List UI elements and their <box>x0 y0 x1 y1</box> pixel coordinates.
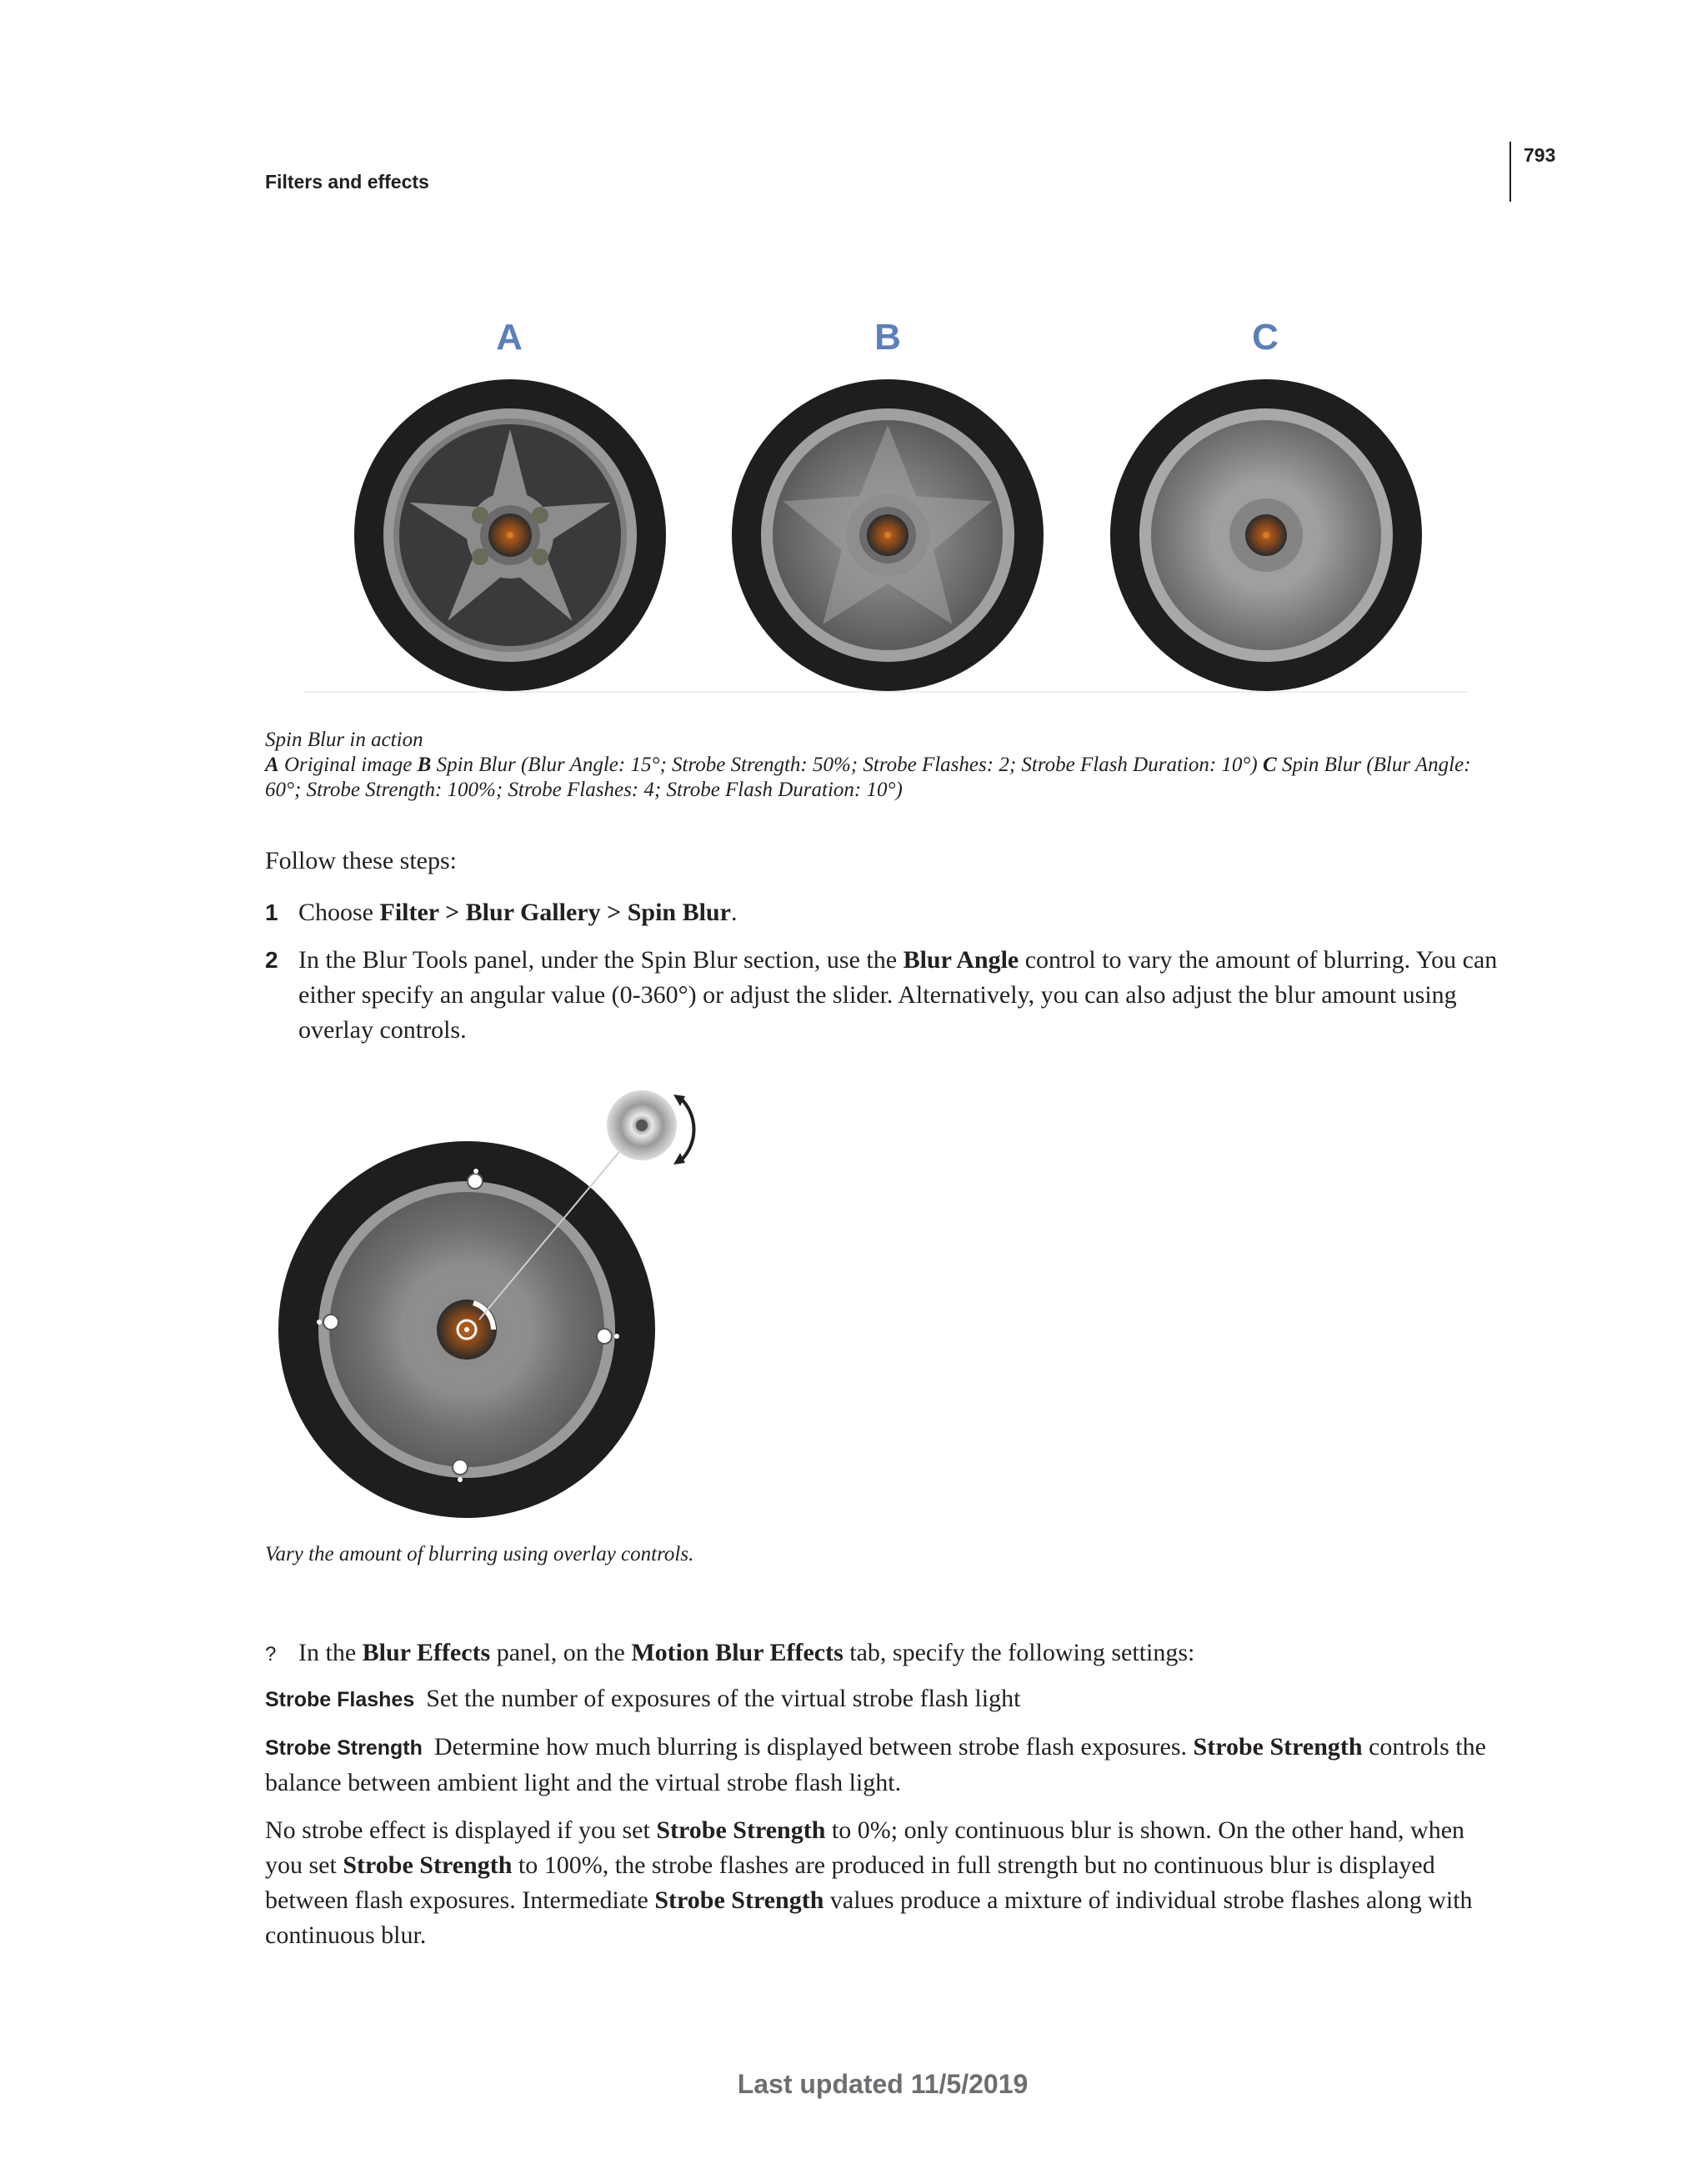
strobe-strength-paragraph <box>265 1813 1499 1953</box>
step-1 <box>265 895 1499 930</box>
page-number: 793 <box>1524 144 1556 166</box>
ellipse-handle-nub <box>458 1477 463 1482</box>
header-divider <box>1509 142 1511 202</box>
ellipse-handle-nub <box>317 1320 322 1325</box>
term-label: Strobe Flashes <box>265 1688 415 1711</box>
step-text <box>298 1635 1499 1671</box>
wheel-spin-blur-15 <box>732 379 1044 691</box>
ellipse-handle-nub <box>614 1334 619 1339</box>
step-text-part: In the Blur Tools panel, under the Spin Blur section, use the <box>298 946 904 974</box>
step-text <box>298 895 1499 930</box>
term-definition: controls the balance between ambient light and the virtual strobe flash light. <box>265 1733 1486 1796</box>
step-number: 1 <box>265 899 278 925</box>
caption-text-a: Original image <box>278 754 418 776</box>
last-updated-footer: Last updated 11/5/2019 <box>737 2069 1029 2099</box>
step-text <box>298 943 1499 1048</box>
term-emphasis: Strobe Strength <box>654 1886 824 1914</box>
intro-paragraph: Follow these steps: <box>265 847 457 874</box>
center-pin-dot <box>464 1327 469 1332</box>
term-strobe-strength <box>265 1730 1499 1801</box>
caption-text-b: Spin Blur (Blur Angle: 15°; Strobe Strength: 50%; Strobe Flashes: 2; Strobe Flash Duration: 10°) <box>431 754 1263 776</box>
tab-name: Motion Blur Effects <box>631 1639 843 1666</box>
wheel-spin-blur-60 <box>1110 379 1422 691</box>
figure-label-c: C <box>1252 317 1279 358</box>
step-3 <box>265 1635 1499 1671</box>
term-definition: Set the number of exposures of the virtual strobe flash light <box>426 1685 1021 1712</box>
step-number: 2 <box>265 947 278 973</box>
step-number: ? <box>265 1643 277 1666</box>
wheel-original-image <box>354 379 666 691</box>
rotate-arrow-icon <box>680 1098 694 1161</box>
control-name: Blur Angle <box>903 946 1019 974</box>
overlay-controls-figure <box>275 1088 708 1521</box>
ellipse-handle-left[interactable] <box>323 1315 338 1330</box>
term-label: Strobe Strength <box>265 1736 423 1760</box>
term-emphasis: Strobe Strength <box>343 1851 513 1879</box>
step-text-part: Choose <box>298 899 380 926</box>
panel-name: Blur Effects <box>362 1639 491 1666</box>
step-text-part: . <box>730 899 738 926</box>
caption-text-c: Spin Blur (Blur Angle: 60°; Strobe Strength: 100%; Strobe Flashes: 4; Strobe Flash Duration: 10°) <box>265 754 1471 801</box>
paragraph-text: No strobe effect is displayed if you set <box>265 1816 657 1844</box>
caption-body <box>265 753 1499 803</box>
figure-baseline <box>303 691 1467 693</box>
ellipse-handle-nub <box>473 1169 478 1174</box>
blur-angle-control[interactable] <box>607 1090 694 1165</box>
step-2 <box>265 943 1499 1048</box>
caption-letter-a: A <box>265 754 279 776</box>
caption-letter-c: C <box>1263 754 1277 776</box>
caption-letter-b: B <box>417 754 432 776</box>
figure-label-b: B <box>874 317 901 358</box>
figure-caption <box>265 728 1499 803</box>
paragraph-text: to 0%; only continuous blur is shown. On the other hand, when you set <box>265 1816 1465 1879</box>
paragraph-text: to 100%, the strobe flashes are produced in full strength but no continuous blur is displayed between flash exposures. Intermediate <box>265 1851 1435 1914</box>
step-text-part: control to vary the amount of blurring. You can either specify an angular value (0-360°) or adjust the slider. Alternatively, you can also adjust the blur amount using overlay controls. <box>298 946 1498 1044</box>
running-header: Filters and effects <box>265 171 429 193</box>
figure-caption: Vary the amount of blurring using overlay controls. <box>265 1543 694 1565</box>
step-text-part: In the <box>298 1639 363 1666</box>
ellipse-handle-right[interactable] <box>597 1329 612 1344</box>
menu-path: Filter > Blur Gallery > Spin Blur <box>379 899 731 926</box>
term-definition: Determine how much blurring is displayed between strobe flash exposures. <box>433 1733 1194 1761</box>
term-strobe-flashes <box>265 1681 1499 1717</box>
spin-blur-figure <box>300 308 1467 700</box>
paragraph-text: values produce a mixture of individual strobe flashes along with continuous blur. <box>265 1886 1473 1949</box>
ellipse-handle-bottom[interactable] <box>453 1460 468 1475</box>
caption-title: Spin Blur in action <box>265 729 423 751</box>
term-emphasis: Strobe Strength <box>656 1816 826 1844</box>
term-emphasis: Strobe Strength <box>1193 1733 1363 1761</box>
step-text-part: panel, on the <box>490 1639 632 1666</box>
figure-label-a: A <box>496 317 523 358</box>
step-text-part: tab, specify the following settings: <box>843 1639 1195 1666</box>
ellipse-handle-top[interactable] <box>468 1174 483 1189</box>
